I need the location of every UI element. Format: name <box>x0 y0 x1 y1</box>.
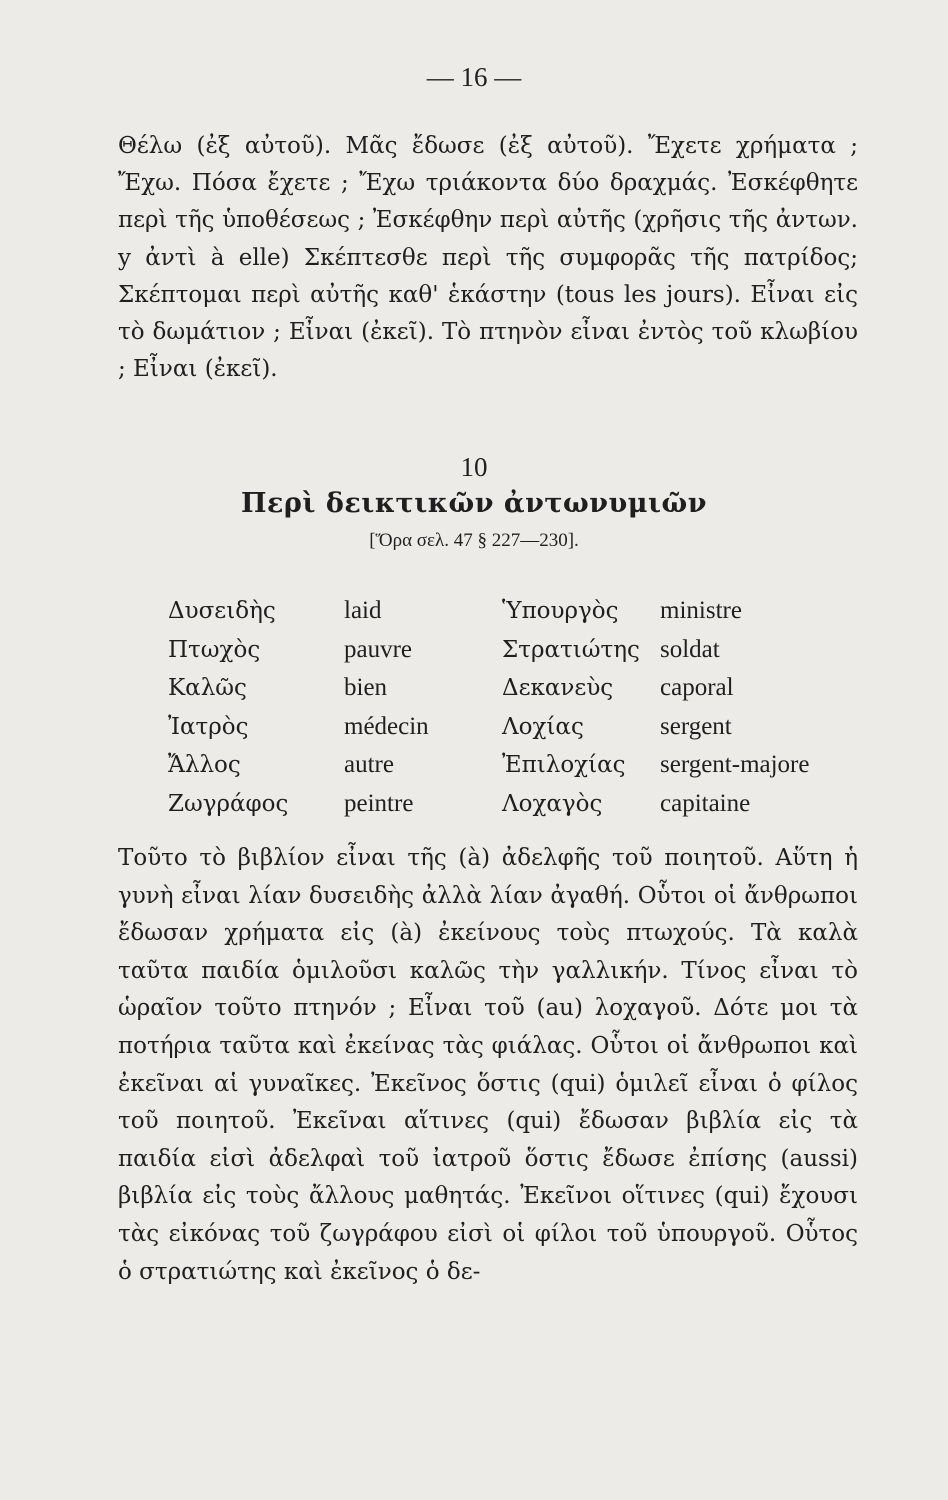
vocab-row <box>168 669 870 708</box>
vocab-greek: Στρατιώτης <box>502 636 640 663</box>
vocab-greek: Καλῶς <box>168 675 247 701</box>
vocab-french: laid <box>344 597 382 624</box>
section-reference: [Ὅρα σελ. 47 § 227—230]. <box>369 530 579 551</box>
vocab-row <box>168 746 870 785</box>
vocab-greek: Ἐπιλοχίας <box>502 752 626 778</box>
vocab-greek: Πτωχὸς <box>168 636 261 663</box>
vocab-greek: Ἄλλος <box>168 752 241 778</box>
section-title: Περὶ δεικτικῶν ἀντωνυμιῶν <box>241 488 707 519</box>
vocab-french: sergent-majore <box>660 751 810 778</box>
vocabulary-list <box>168 592 870 823</box>
vocab-french: médecin <box>344 712 429 740</box>
exercise-paragraph-bottom: Τοῦτο τὸ βιβλίον εἶναι τῆς (à) ἀδελφῆς τοῦ ποιητοῦ. Αὕτη ἡ γυνὴ εἶναι λίαν δυσειδὴς ἀλλὰ λίαν ἀγαθή. Οὗτοι οἱ ἄνθρωποι ἔδωσαν χρήματα εἰς (à) ἐκείνους τοὺς πτωχούς. Τὰ καλὰ ταῦτα παιδία ὁμιλοῦσι καλῶς τὴν γαλλικήν. Τίνος εἶναι τὸ ὡραῖον τοῦτο πτηνόν ; Εἶναι τοῦ (au) λοχαγοῦ. Δότε μοι τὰ ποτήρια ταῦτα καὶ ἐκείνας τὰς φιάλας. Οὗτοι οἱ ἄνθρωποι καὶ ἐκεῖναι αἱ γυναῖκες. Ἐκεῖνος ὅστις (qui) ὁμιλεῖ εἶναι ὁ φίλος τοῦ ποιητοῦ. Ἐκεῖναι αἵτινες (qui) ἔδωσαν βιβλία εἰς τὰ παιδία εἰσὶ ἀδελφαὶ τοῦ ἰατροῦ ὅστις ἔδωσε ἐπίσης (aussi) βιβλία εἰς τοὺς ἄλλους μαθητάς. Ἐκεῖνοι οἵτινες (qui) ἔχουσι τὰς εἰκόνας τοῦ ζωγράφου εἰσὶ οἱ φίλοι τοῦ ὑπουργοῦ. Οὗτος ὁ στρατιώτης καὶ ἐκεῖνος ὁ δε- <box>118 845 858 1285</box>
vocab-french: sergent <box>660 712 732 740</box>
vocab-greek: Δυσειδὴς <box>168 598 276 624</box>
section-number: 10 <box>460 452 488 482</box>
vocab-greek: Ἰατρὸς <box>168 713 249 740</box>
vocab-row <box>168 785 870 824</box>
vocab-french: autre <box>344 751 394 778</box>
vocab-greek: Λοχαγὸς <box>502 790 603 817</box>
vocab-french: peintre <box>344 789 414 817</box>
page-number: — 16 — <box>426 62 522 92</box>
vocab-row <box>168 631 870 670</box>
vocab-row <box>168 592 870 631</box>
vocab-french: bien <box>344 674 388 701</box>
vocab-greek: Ὑπουργὸς <box>502 598 619 624</box>
vocab-greek: Λοχίας <box>502 713 584 740</box>
vocab-french: capitaine <box>660 789 751 817</box>
exercise-paragraph-top: Θέλω (ἐξ αὐτοῦ). Μᾶς ἔδωσε (ἐξ αὐτοῦ). Ἔχετε χρήματα ; Ἔχω. Πόσα ἔχετε ; Ἔχω τριάκοντα δύο δραχμάς. Ἐσκέφθητε περὶ τῆς ὑποθέσεως ; Ἐσκέφθην περὶ αὐτῆς (χρῆσις τῆς ἀντων. y ἀντὶ à elle) Σκέπτεσθε περὶ τῆς συμφορᾶς τῆς πατρίδος; Σκέπτομαι περὶ αὐτῆς καθ' ἑκάστην (tous les jours). Εἶναι εἰς τὸ δωμάτιον ; Εἶναι (ἐκεῖ). Τὸ πτηνὸν εἶναι ἐντὸς τοῦ κλωβίου ; Εἶναι (ἐκεῖ). <box>118 133 858 383</box>
vocab-row <box>168 708 870 747</box>
vocab-french: ministre <box>660 597 742 624</box>
vocab-french: pauvre <box>344 635 413 663</box>
vocab-french: caporal <box>660 674 734 701</box>
vocab-greek: Ζωγράφος <box>168 790 289 817</box>
vocab-greek: Δεκανεὺς <box>502 675 614 701</box>
vocab-french: soldat <box>660 635 720 663</box>
